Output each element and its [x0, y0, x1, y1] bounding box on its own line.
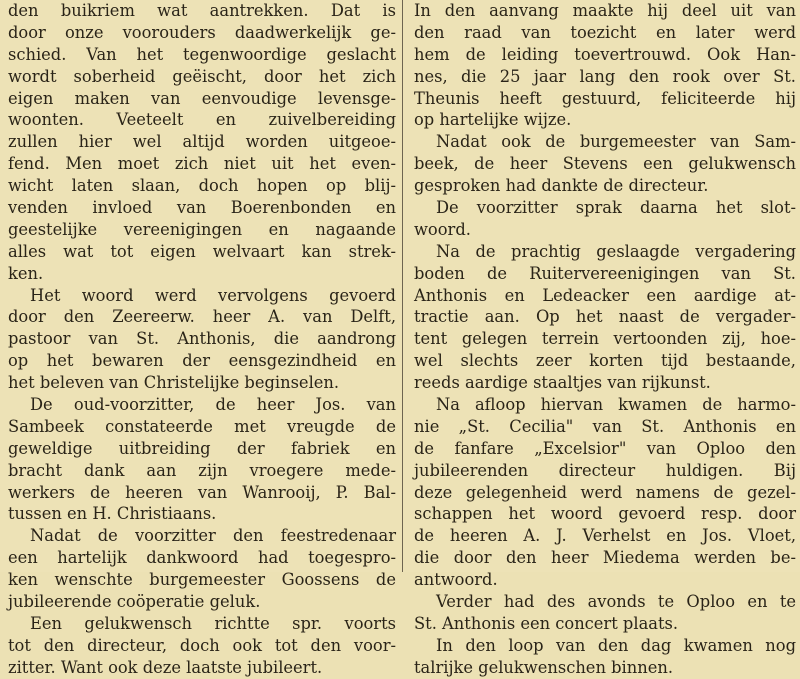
text-line: nie „St. Cecilia" van St. Anthonis en: [414, 416, 796, 436]
text-line: wicht laten slaan, doch hopen op blij-: [8, 176, 396, 196]
paragraph: [414, 197, 796, 241]
text-line: de fanfare „Excelsior" van Oploo den: [414, 438, 796, 458]
paragraph: [414, 635, 796, 679]
paragraph: [8, 613, 396, 679]
text-line: woonten. Veeteelt en zuivelbereiding: [8, 110, 396, 130]
text-line: woord.: [414, 219, 471, 239]
paragraph: [414, 394, 796, 591]
paragraph: [414, 131, 796, 197]
paragraph: [8, 285, 396, 394]
text-line: ken.: [8, 263, 44, 283]
text-line: pastoor van St. Anthonis, die aandrong: [8, 329, 396, 349]
text-line: den buikriem wat aantrekken. Dat is: [8, 1, 396, 20]
right-column: [410, 0, 796, 679]
text-line: Na afloop hiervan kwamen de harmo-: [436, 395, 796, 415]
paragraph: [8, 394, 396, 525]
text-line: wordt soberheid geëischt, door het zich: [8, 66, 396, 86]
text-line: schappen het woord gevoerd resp. door: [414, 504, 796, 524]
text-line: hem de leiding toevertrouwd. Ook Han-: [414, 44, 796, 64]
text-line: deze gelegenheid werd namens de gezel-: [414, 482, 796, 502]
text-line: door onze voorouders daadwerkelijk ge-: [8, 22, 396, 42]
text-line: fend. Men moet zich niet uit het even-: [8, 154, 396, 174]
text-line: geestelijke vereenigingen en nagaande: [8, 219, 396, 239]
text-line: venden invloed van Boerenbonden en: [8, 198, 396, 218]
text-line: het beleven van Christelijke beginselen.: [8, 373, 340, 393]
text-line: In den loop van den dag kwamen nog: [436, 635, 796, 655]
paragraph: [414, 591, 796, 635]
column-divider: [402, 0, 403, 572]
text-line: zitter. Want ook deze laatste jubileert.: [8, 657, 323, 677]
text-line: geweldige uitbreiding der fabriek en: [8, 438, 396, 458]
text-line: zullen hier wel altijd worden uitgeoe-: [8, 132, 396, 152]
text-line: Nadat de voorzitter den feestredenaar: [30, 526, 396, 546]
text-line: reeds aardige staaltjes van rijkunst.: [414, 373, 711, 393]
text-line: tussen en H. Christiaans.: [8, 504, 217, 524]
text-line: schied. Van het tegenwoordige geslacht: [8, 44, 396, 64]
text-line: jubileerenden directeur huldigen. Bij: [414, 460, 796, 480]
text-line: beek, de heer Stevens een gelukwensch: [414, 154, 796, 174]
text-line: tractie aan. Op het naast de vergader-: [414, 307, 796, 327]
text-line: den raad van toezicht en later werd: [414, 22, 796, 42]
text-line: alles wat tot eigen welvaart kan strek-: [8, 241, 396, 261]
text-line: Theunis heeft gestuurd, feliciteerde hij: [414, 88, 796, 108]
text-line: wel slechts zeer korten tijd bestaande,: [414, 351, 796, 371]
text-line: In den aanvang maakte hij deel uit van: [414, 1, 796, 20]
text-line: antwoord.: [414, 570, 498, 590]
paragraph: [8, 525, 396, 613]
text-line: Sambeek constateerde met vreugde de: [8, 416, 396, 436]
text-line: tot den directeur, doch ook tot den voor-: [8, 635, 396, 655]
text-line: die door den heer Miedema werden be-: [414, 548, 796, 568]
text-line: op het bewaren der eensgezindheid en: [8, 351, 396, 371]
text-line: boden de Ruitervereenigingen van St.: [414, 263, 796, 283]
text-line: door den Zeereerw. heer A. van Delft,: [8, 307, 396, 327]
text-line: De oud-voorzitter, de heer Jos. van: [30, 395, 396, 415]
text-line: jubileerende coöperatie geluk.: [8, 592, 261, 612]
text-line: een hartelijk dankwoord had toegespro-: [8, 548, 396, 568]
text-line: nes, die 25 jaar lang den rook over St.: [414, 66, 796, 86]
text-line: Verder had des avonds te Oploo en te: [436, 592, 796, 612]
text-line: tent gelegen terrein vertoonden zij, hoe-: [414, 329, 796, 349]
text-line: op hartelijke wijze.: [414, 110, 572, 130]
text-line: bracht dank aan zijn vroegere mede-: [8, 460, 396, 480]
paragraph: [414, 0, 796, 131]
text-line: gesproken had dankte de directeur.: [414, 176, 709, 196]
paragraph: [414, 241, 796, 394]
text-line: Nadat ook de burgemeester van Sam-: [436, 132, 796, 152]
text-line: De voorzitter sprak daarna het slot-: [436, 198, 796, 218]
text-line: werkers de heeren van Wanrooij, P. Bal-: [8, 482, 396, 502]
left-column: [0, 0, 396, 679]
text-line: Een gelukwensch richtte spr. voorts: [30, 613, 396, 633]
text-line: eigen maken van eenvoudige levensge-: [8, 88, 396, 108]
text-line: Het woord werd vervolgens gevoerd: [30, 285, 396, 305]
text-line: ken wenschte burgemeester Goossens de: [8, 570, 396, 590]
text-line: Na de prachtig geslaagde vergadering: [436, 241, 796, 261]
text-line: de heeren A. J. Verhelst en Jos. Vloet,: [414, 526, 796, 546]
text-line: talrijke gelukwenschen binnen.: [414, 657, 673, 677]
paragraph: [8, 0, 396, 285]
text-line: St. Anthonis een concert plaats.: [414, 613, 679, 633]
text-line: Anthonis en Ledeacker een aardige at-: [414, 285, 796, 305]
